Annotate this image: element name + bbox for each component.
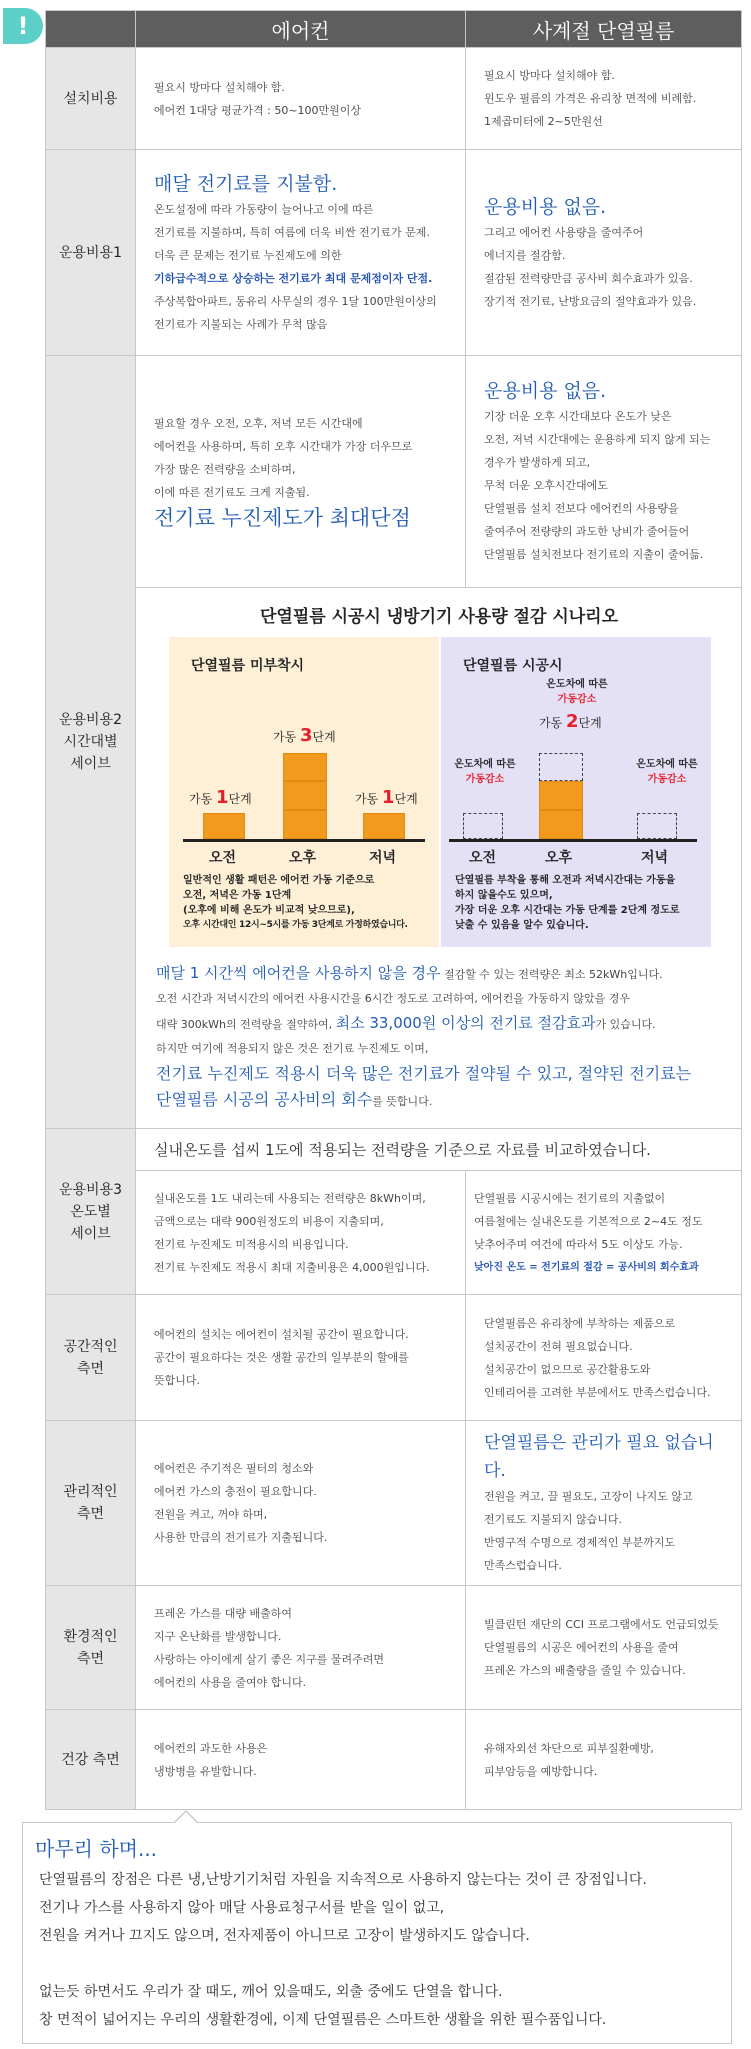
text-line: 더욱 큰 문제는 전기료 누진제도에 의한	[154, 248, 342, 262]
desc-line-4: 하지만 여기에 적용되지 않은 것은 전기료 누진제도 이며,	[156, 1042, 429, 1055]
op3-film	[466, 1171, 742, 1295]
label-line: 시간대별	[63, 734, 118, 750]
panel-with-film-note: 단열필름 부착을 통해 오전과 저녁시간대는 가동을 하지 않을수도 있으며, 가장 더운 오후 시간대는 가동 단계를 2단계 정도로 낮출 수 있음을 알수 있습니다.	[455, 875, 680, 931]
space-aircon	[136, 1295, 466, 1421]
bar-afternoon-removed	[539, 753, 583, 781]
bar-morning-removed	[463, 813, 503, 839]
text-line: 설치공간이 없으므로 공간활용도와	[484, 1362, 651, 1376]
closing-title: 마무리 하며...	[35, 1837, 158, 1861]
label-line: 세이브	[70, 756, 111, 772]
header-aircon: 에어컨	[136, 11, 466, 48]
level-label-afternoon: 가동 3단계	[273, 725, 336, 746]
desc-line-1: 매달 1 시간씩 에어컨을 사용하지 않을 경우 절감할 수 있는 전력량은 최소 52kWh입니다.	[156, 964, 663, 982]
text-line: 지구 온난화를 발생합니다.	[154, 1629, 282, 1643]
text-line: 주상복합아파트, 동유리 사무실의 경우 1달 100만원이상의	[154, 294, 437, 308]
exclamation-icon: !	[3, 8, 43, 44]
text-line: 장기적 전기료, 난방요금의 절약효과가 있음.	[484, 294, 697, 308]
text-line: 필요할 경우 오전, 오후, 저녁 모든 시간대에	[154, 416, 363, 430]
text-line: 에어컨의 설치는 에어컨이 설치될 공간이 필요합니다.	[154, 1328, 409, 1341]
header-film: 사계절 단열필름	[466, 11, 742, 48]
op2-film-title: 운용비용 없음.	[484, 380, 607, 402]
scenario-title: 단열필름 시공시 냉방기기 사용량 절감 시나리오	[259, 607, 619, 627]
text-line: 유해자외선 차단으로 피부질환예방,	[484, 1741, 654, 1755]
closing-line: 전기나 가스를 사용하지 않아 매달 사용료청구서를 받을 일이 없고,	[39, 1900, 445, 1916]
bar-afternoon-2	[283, 781, 327, 810]
text-line: 만족스럽습니다.	[484, 1559, 562, 1572]
op1-film	[466, 150, 742, 356]
text-line: 줄여주어 전량량의 과도한 낭비가 줄어들어	[484, 525, 690, 538]
row-label-env	[46, 1586, 136, 1710]
label-line: 관리적인	[63, 1484, 118, 1500]
row-label-op1: 운용비용1	[46, 150, 136, 356]
text-line: 에어컨을 사용하며, 특히 오후 시간대가 가장 더우므로	[154, 439, 413, 453]
op1-aircon-highlight: 기하급수적으로 상승하는 전기료가 최대 문제점이자 단점.	[154, 271, 433, 285]
install-aircon	[136, 48, 466, 150]
time-afternoon-film: 오후	[545, 850, 573, 866]
morning-decrease-note: 온도차에 따른 가동감소	[454, 759, 516, 785]
time-morning-film: 오전	[469, 850, 497, 866]
time-morning: 오전	[209, 850, 237, 866]
op3-aircon	[136, 1171, 466, 1295]
panel-no-film-title: 단열필름 미부착시	[191, 658, 305, 674]
manage-film-title: 단열필름은 관리가 필요 없습니다.	[484, 1433, 714, 1481]
bar-evening	[363, 813, 405, 839]
text-line: 반영구적 수명으로 경제적인 부분까지도	[484, 1536, 676, 1549]
row-label-space	[46, 1295, 136, 1421]
op1-film-title: 운용비용 없음.	[484, 195, 607, 218]
space-film	[466, 1295, 742, 1421]
desc-line-2: 오전 시간과 저녁시간의 에어컨 사용시간을 6시간 정도로 고려하여, 에어컨을 가동하지 않았을 경우	[156, 992, 630, 1005]
text-line: 기장 더운 오후 시간대보다 온도가 낮은	[484, 410, 672, 423]
text-line: 에어컨은 주기적은 필터의 청소와	[154, 1462, 314, 1475]
text-line: 인테리어를 고려한 부분에서도 만족스럽습니다.	[484, 1385, 711, 1399]
text-line: 온도설정에 따라 가동량이 늘어나고 이에 따른	[154, 202, 374, 216]
text-line: 이에 따른 전기료도 크게 지출됨.	[154, 485, 310, 499]
op2-aircon	[136, 356, 466, 588]
text-line: 에어컨의 사용을 줄여야 합니다.	[154, 1675, 307, 1689]
label-line: 측면	[76, 1650, 105, 1667]
scenario-diagram	[169, 637, 709, 947]
text-line: 윈도우 필름의 가격은 유리창 면적에 비례함.	[484, 92, 697, 105]
text-line: 전원을 켜고, 끌 필요도, 고장이 나지도 않고	[484, 1490, 693, 1503]
text-line: 뜻합니다.	[154, 1374, 201, 1387]
panel-no-film-note: 일반적인 생활 패턴은 에어컨 가동 기준으로 오전, 저녁은 가동 1단계 (오후에 비해 온도가 비교적 낮으므로), 오후 시간대인 12시~5시를 가동 3단계로 가정하였습니다.	[183, 875, 408, 930]
env-film	[466, 1586, 742, 1710]
closing-box	[22, 1822, 732, 2044]
time-evening: 저녁	[369, 850, 397, 866]
env-aircon	[136, 1586, 466, 1710]
text-line: 여름철에는 실내온도를 기본적으로 2~4도 정도	[474, 1214, 703, 1228]
text-line: 전기료가 지불되는 사례가 무척 많음	[154, 317, 328, 331]
time-afternoon: 오후	[289, 850, 317, 866]
label-line: 측면	[76, 1360, 105, 1377]
text-line: 에너지를 절감함.	[484, 248, 566, 262]
text-line: 1제곱미터에 2~5만원선	[484, 115, 603, 128]
text-line: 사용한 만큼의 전기료가 지출됩니다.	[154, 1531, 328, 1544]
bar-evening-removed	[637, 813, 677, 839]
text-line: 전기료 누진제도 미적용시의 비용입니다.	[154, 1237, 349, 1251]
text-line: 에어컨 1대당 평균가격 : 50~100만원이상	[154, 103, 362, 117]
text-line: 가장 많은 전력량을 소비하며,	[154, 462, 296, 476]
text-line: 공간이 필요하다는 것은 생활 공간의 일부분의 할애를	[154, 1351, 409, 1364]
label-line: 공간적인	[63, 1338, 118, 1355]
text-line: 전기료도 지불되지 않습니다.	[484, 1513, 623, 1526]
panel-with-film-title: 단열필름 시공시	[463, 658, 563, 674]
text-line: 무척 더운 오후시간대에도	[484, 479, 608, 492]
closing-line: 단열필름의 장점은 다른 냉,난방기기처럼 자원을 지속적으로 사용하지 않는다는 것이 큰 장점입니다.	[39, 1872, 647, 1888]
text-line: 사랑하는 아이에게 살기 좋은 지구를 물려주려면	[154, 1652, 385, 1666]
text-line: 필요시 방마다 설치해야 함.	[484, 69, 615, 82]
level-label-evening: 가동 1단계	[355, 787, 418, 808]
text-line: 설치공간이 전혀 필요없습니다.	[484, 1339, 633, 1353]
text-line: 전원을 켜고, 꺼야 하며,	[154, 1508, 268, 1521]
row-label-manage	[46, 1421, 136, 1586]
bar-afternoon-2-film	[539, 781, 583, 810]
label-line: 세이브	[70, 1225, 111, 1242]
text-line: 단열필름은 유리창에 부착하는 제품으로	[484, 1316, 676, 1330]
baseline	[183, 839, 425, 842]
bar-afternoon-3	[283, 753, 327, 781]
header-corner	[46, 11, 136, 48]
op2-aircon-highlight: 전기료 누진제도가 최대단점	[154, 505, 411, 530]
op2-film	[466, 356, 742, 588]
row-label-op2	[46, 356, 136, 1129]
afternoon-decrease-note: 온도차에 따른 가동감소	[546, 679, 608, 705]
manage-film	[466, 1421, 742, 1586]
speech-notch-inner	[175, 1812, 197, 1823]
comparison-table	[45, 10, 742, 1810]
evening-decrease-note: 온도차에 따른 가동감소	[636, 759, 698, 785]
time-evening-film: 저녁	[641, 850, 669, 866]
row-label-health: 건강 측면	[46, 1710, 136, 1810]
op1-aircon	[136, 150, 466, 356]
closing-line: 없는듯 하면서도 우리가 잘 때도, 깨어 있을때도, 외출 중에도 단열을 합니다.	[39, 1984, 503, 2000]
text-line: 단열필름 시공시에는 전기료의 지출없이	[474, 1191, 666, 1205]
text-line: 에어컨의 과도한 사용은	[154, 1741, 268, 1755]
label-line: 운용비용2	[58, 712, 122, 728]
level-label-morning: 가동 1단계	[189, 787, 252, 808]
bar-afternoon-1-film	[539, 810, 583, 839]
text-line: 오전, 저녁 시간대에는 운용하게 되지 않게 되는	[484, 433, 711, 446]
text-line: 필요시 방마다 설치해야 함.	[154, 80, 285, 94]
text-line: 프레온 가스의 배출량을 줄일 수 있습니다.	[484, 1664, 686, 1677]
label-line: 운용비용3	[58, 1181, 122, 1198]
bar-morning	[203, 813, 245, 839]
health-aircon	[136, 1710, 466, 1810]
desc-line-5: 전기료 누진제도 적용시 더욱 많은 전기료가 절약될 수 있고, 절약된 전기료는	[156, 1064, 692, 1083]
text-line: 단열필름 설치 전보다 에어컨의 사용량을	[484, 502, 679, 515]
bar-afternoon-1	[283, 810, 327, 839]
closing-line: 전원을 켜거나 끄지도 않으며, 전자제품이 아니므로 고장이 발생하지도 않습니다.	[39, 1928, 530, 1944]
label-line: 환경적인	[63, 1628, 118, 1645]
health-film	[466, 1710, 742, 1810]
op1-aircon-title: 매달 전기료를 지불함.	[154, 172, 338, 195]
desc-line-3: 대략 300kWh의 전력량을 절약하여, 최소 33,000원 이상의 전기료 절감효과가 있습니다.	[156, 1014, 656, 1032]
text-line: 프레온 가스를 대량 배출하여	[154, 1606, 293, 1620]
label-line: 측면	[76, 1506, 105, 1522]
text-line: 금액으로는 대략 900원정도의 비용이 지출되며,	[154, 1214, 384, 1228]
text-line: 냉방병을 유발합니다.	[154, 1764, 257, 1778]
closing-line: 창 면적이 넓어지는 우리의 생활환경에, 이제 단열필름은 스마트한 생활을 위한 필수품입니다.	[39, 2012, 607, 2028]
text-line: 단열필름 설치전보다 전기료의 지출이 줄어듦.	[484, 548, 704, 561]
text-line: 절감된 전력량만큼 공사비 회수효과가 있음.	[484, 271, 693, 285]
text-line: 전기료를 지불하며, 특히 여름에 더욱 비싼 전기료가 문제.	[154, 225, 430, 239]
level-label-afternoon-film: 가동 2단계	[539, 711, 602, 732]
baseline-film	[449, 839, 697, 842]
scenario-description	[136, 947, 742, 1128]
text-line: 실내온도를 1도 내리는데 사용되는 전력량은 8kWh이며,	[154, 1191, 426, 1205]
panel-no-film	[169, 637, 439, 947]
text-line: 피부암등을 예방합니다.	[484, 1764, 598, 1778]
op3-summary: 실내온도를 섭씨 1도에 적용되는 전력량을 기준으로 자료를 비교하였습니다.	[136, 1129, 742, 1171]
panel-with-film	[441, 637, 711, 947]
row-label-install: 설치비용	[46, 48, 136, 150]
text-line: 단열필름의 시공은 에어컨의 사용을 줄여	[484, 1641, 679, 1654]
scenario-cell	[136, 588, 742, 1129]
text-line: 빌클린턴 재단의 CCI 프로그램에서도 언급되었듯	[484, 1618, 719, 1631]
install-film	[466, 48, 742, 150]
desc-line-6: 단열필름 시공의 공사비의 회수를 뜻합니다.	[156, 1090, 433, 1109]
text-line: 전기료 누진제도 적용시 최대 지출비용은 4,000원입니다.	[154, 1260, 430, 1274]
op3-film-highlight: 낮아진 온도 = 전기료의 절감 = 공사비의 회수효과	[474, 1261, 699, 1273]
text-line: 낮추어주며 여건에 따라서 5도 이상도 가능.	[474, 1237, 683, 1251]
manage-aircon	[136, 1421, 466, 1586]
row-label-op3	[46, 1129, 136, 1295]
label-line: 온도별	[70, 1203, 111, 1220]
text-line: 그리고 에어컨 사용량을 줄여주어	[484, 225, 644, 239]
text-line: 에어컨 가스의 충전이 필요합니다.	[154, 1485, 317, 1498]
text-line: 경우가 발생하게 되고,	[484, 456, 591, 469]
